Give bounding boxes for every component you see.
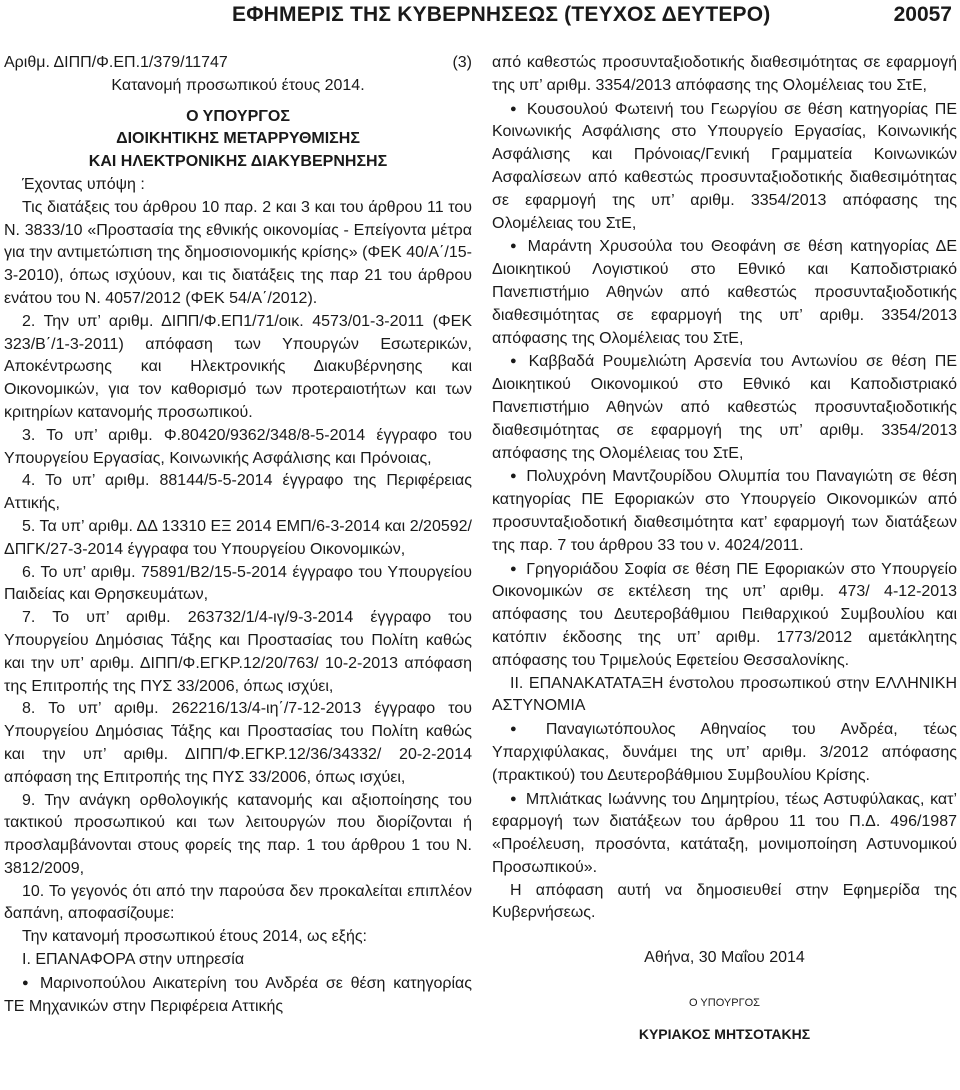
decision-reference xyxy=(4,52,472,75)
paragraph-9: 9. Την ανάγκη ορθολογικής κατανομής και αξιοποίησης του τακτικού προσωπικού και των λειτουργών που διορίζονται ή προσλαμβάνονται στους φορείς της παρ. 1 του άρθρου 1 του Ν. 3812/2009, xyxy=(4,791,472,877)
paragraph-7: 7. Το υπ’ αριθμ. 263732/1/4-ιγ/9-3-2014 έγγραφο του Υπουργείου Δημόσιας Τάξης και Προστασίας του Πολίτη καθώς και την υπ’ αριθμ. ΔΙΠΠ/Φ.ΕΓΚΡ.12/20/763/ 10-2-2013 απόφαση της Επιτροπής της ΠΥΣ 33/2006, όπως ισχύει, xyxy=(4,609,472,695)
paragraph-6: 6. Το υπ’ αριθμ. 75891/Β2/15-5-2014 έγγραφο του Υπουργείου Παιδείας και Θρησκευμάτων, xyxy=(4,563,472,604)
minister-heading-line-2: ΔΙΟΙΚΗΤΙΚΗΣ ΜΕΤΑΡΡΥΘΜΙΣΗΣ xyxy=(116,130,360,148)
signature-name: ΚΥΡΙΑΚΟΣ ΜΗΤΣΟΤΑΚΗΣ xyxy=(638,1025,811,1042)
paragraph-4: 4. Το υπ’ αριθμ. 88144/5-5-2014 έγγραφο της Περιφέρειας Αττικής, xyxy=(4,472,472,513)
publication-order: Η απόφαση αυτή να δημοσιευθεί στην Εφημερίδα της Κυβερνήσεως. xyxy=(492,881,957,922)
decision-intro: Την κατανομή προσωπικού έτους 2014, ως εξής: xyxy=(22,928,367,946)
left-column xyxy=(4,52,472,1018)
paragraph-5: 5. Τα υπ’ αριθμ. ΔΔ 13310 ΕΞ 2014 ΕΜΠ/6-3-2014 και 2/20592/ΔΠΓΚ/27-3-2014 έγγραφα του Υπουργείου Οικονομικών, xyxy=(4,517,472,558)
considering-label: Έχοντας υπόψη : xyxy=(22,175,145,193)
continuation-text: από καθεστώς προσυνταξιοδοτικής διαθεσιμότητας σε εφαρμογή της υπ’ αριθμ. 3354/2013 απόφασης της Ολομέλειας του ΣτΕ, xyxy=(492,54,957,94)
page-header xyxy=(0,0,960,30)
list-item: ● Καββαδά Ρουμελιώτη Αρσενία του Αντωνίου σε θέση ΠΕ Διοικητικού Οικονομικού στο Εθνικό και Καποδιστριακό Πανεπιστήμιο Αθηνών από καθεστώς προσυνταξιοδοτικής διαθεσιμότητας σε εφαρμογή της υπ’ αριθμ. 3354/2013 απόφασης της Ολομέλειας του ΣτΕ, xyxy=(492,350,957,465)
list-item: ● Κουσουλού Φωτεινή του Γεωργίου σε θέση κατηγορίας ΠΕ Κοινωνικής Ασφάλισης στο Υπουργείο Εργασίας, Κοινωνικής Ασφάλισης και Πρόνοιας/Γενική Γραμματεία Κοινωνικών Ασφαλίσεων από καθεστώς προσυνταξιοδοτικής διαθεσιμότητας σε εφαρμογή της υπ’ αριθμ. 3354/2013 απόφασης της Ολομέλειας του ΣτΕ, xyxy=(492,98,957,236)
list-item: ● Γρηγοριάδου Σοφία σε θέση ΠΕ Εφοριακών στο Υπουργείο Οικονομικών σε εκτέλεση της υπ’ αριθμ. 473/ 4-12-2013 απόφασης του Δευτεροβάθμιου Πειθαρχικού Συμβουλίου και κατόπιν έκδοσης της υπ’ αριθμ. 1773/2012 αμετάκλητης απόφασης του Τριμελούς Εφετείου Θεσσαλονίκης. xyxy=(492,558,957,673)
section-one-heading: Ι. ΕΠΑΝΑΦΟΡΑ στην υπηρεσία xyxy=(22,951,245,969)
place-date: Αθήνα, 30 Μαΐου 2014 xyxy=(644,949,805,967)
paragraph-3: 3. Το υπ’ αριθμ. Φ.80420/9362/348/8-5-2014 έγγραφο του Υπουργείου Εργασίας, Κοινωνικής Ασφάλισης και Πρόνοιας, xyxy=(4,426,472,467)
gazette-title: ΕΦΗΜΕΡΙΣ ΤΗΣ ΚΥΒΕΡΝΗΣΕΩΣ (ΤΕΥΧΟΣ ΔΕΥΤΕΡΟ) xyxy=(232,3,771,26)
list-item: ● Μαράντη Χρυσούλα του Θεοφάνη σε θέση κατηγορίας ΔΕ Διοικητικού Λογιστικού στο Εθνικό και Καποδιστριακό Πανεπιστήμιο Αθηνών από καθεστώς προσυνταξιοδοτικής διαθεσιμότητας σε εφαρμογή της υπ’ αριθμ. 3354/2013 απόφασης της Ολομέλειας του ΣτΕ, xyxy=(492,235,957,350)
list-item: ● Μπλιάτκας Ιωάννης του Δημητρίου, τέως Αστυφύλακας, κατ’ εφαρμογή των διατάξεων του άρθρου 11 του Π.Δ. 496/1987 «Προέλευση, προσόντα, κατάταξη, μονιμοποίηση Αστυνομικού Προσωπικού». xyxy=(492,788,957,880)
decision-subject: Κατανομή προσωπικού έτους 2014. xyxy=(111,76,365,94)
paragraph-10: 10. Το γεγονός ότι από την παρούσα δεν προκαλείται επιπλέον δαπάνη, αποφασίζουμε: xyxy=(4,882,472,923)
signature-title: Ο ΥΠΟΥΡΓΟΣ xyxy=(689,997,760,1010)
minister-heading-line-1: Ο ΥΠΟΥΡΓΟΣ xyxy=(186,107,290,125)
paragraph-8: 8. Το υπ’ αριθμ. 262216/13/4-ιη΄/7-12-2013 έγγραφο του Υπουργείου Δημόσιας Τάξης και Προστασίας του Πολίτη καθώς και την υπ’ αριθμ. ΔΙΠΠ/Φ.ΕΓΚΡ.12/36/34332/ 20-2-2014 απόφαση της Επιτροπής της ΠΥΣ 33/2006, όπως ισχύει, xyxy=(4,700,472,786)
list-item: ● Μαρινοπούλου Αικατερίνη του Ανδρέα σε θέση κατηγορίας ΤΕ Μηχανικών στην Περιφέρεια Αττικής xyxy=(4,972,472,1019)
minister-heading-line-3: ΚΑΙ ΗΛΕΚΤΡΟΝΙΚΗΣ ΔΙΑΚΥΒΕΡΝΗΣΗΣ xyxy=(88,153,388,171)
reference-number: Αριθμ. ΔΙΠΠ/Φ.ΕΠ.1/379/11747 xyxy=(4,54,228,71)
paragraph-2: 2. Την υπ’ αριθμ. ΔΙΠΠ/Φ.ΕΠ1/71/οικ. 4573/01-3-2011 (ΦΕΚ 323/Β΄/1-3-2011) απόφαση των Υπουργών Εσωτερικών, Αποκέντρωσης και Ηλεκτρονικής Διακυβέρνησης και Οικονομικών, για τον καθορισμό των προτεραιοτήτων και των κριτηρίων κατανομής προσωπικού. xyxy=(4,312,472,421)
page-number: 20057 xyxy=(893,3,952,26)
paragraph-1: Τις διατάξεις του άρθρου 10 παρ. 2 και 3 και του άρθρου 11 του Ν. 3833/10 «Προστασία της εθνικής οικονομίας - Επείγοντα μέτρα για την αντιμετώπιση της δημοσιονομικής κρίσης» (ΦΕΚ 40/Α΄/15-3-2010), όπως ισχύουν, και τις διατάξεις της παρ 21 του άρθρου ενάτου του Ν. 4057/2012 (ΦΕΚ 54/Α΄/2012). xyxy=(4,198,472,307)
section-two-heading: ΙΙ. ΕΠΑΝΑΚΑΤΑΤΑΞΗ ένστολου προσωπικού στην ΕΛΛΗΝΙΚΗ ΑΣΤΥΝΟΜΙΑ xyxy=(492,674,957,715)
right-column xyxy=(492,52,957,1046)
list-item: ● Πολυχρόνη Μαντζουρίδου Ολυμπία του Παναγιώτη σε θέση κατηγορίας ΠΕ Εφοριακών στο Υπουργείο Οικονομικών από προσυνταξιοδοτική διαθεσιμότητα κατ’ εφαρμογή των διατάξεων της παρ. 7 του άρθρου 33 του ν. 4024/2011. xyxy=(492,465,957,557)
list-item: ● Παναγιωτόπουλος Αθηναίος του Ανδρέα, τέως Υπαρχιφύλακας, δυνάμει της υπ’ αριθμ. 3/2012 απόφασης (πρακτικού) του Δευτεροβάθμιου Συμβουλίου Κρίσης. xyxy=(492,718,957,787)
reference-index: (3) xyxy=(452,54,472,71)
